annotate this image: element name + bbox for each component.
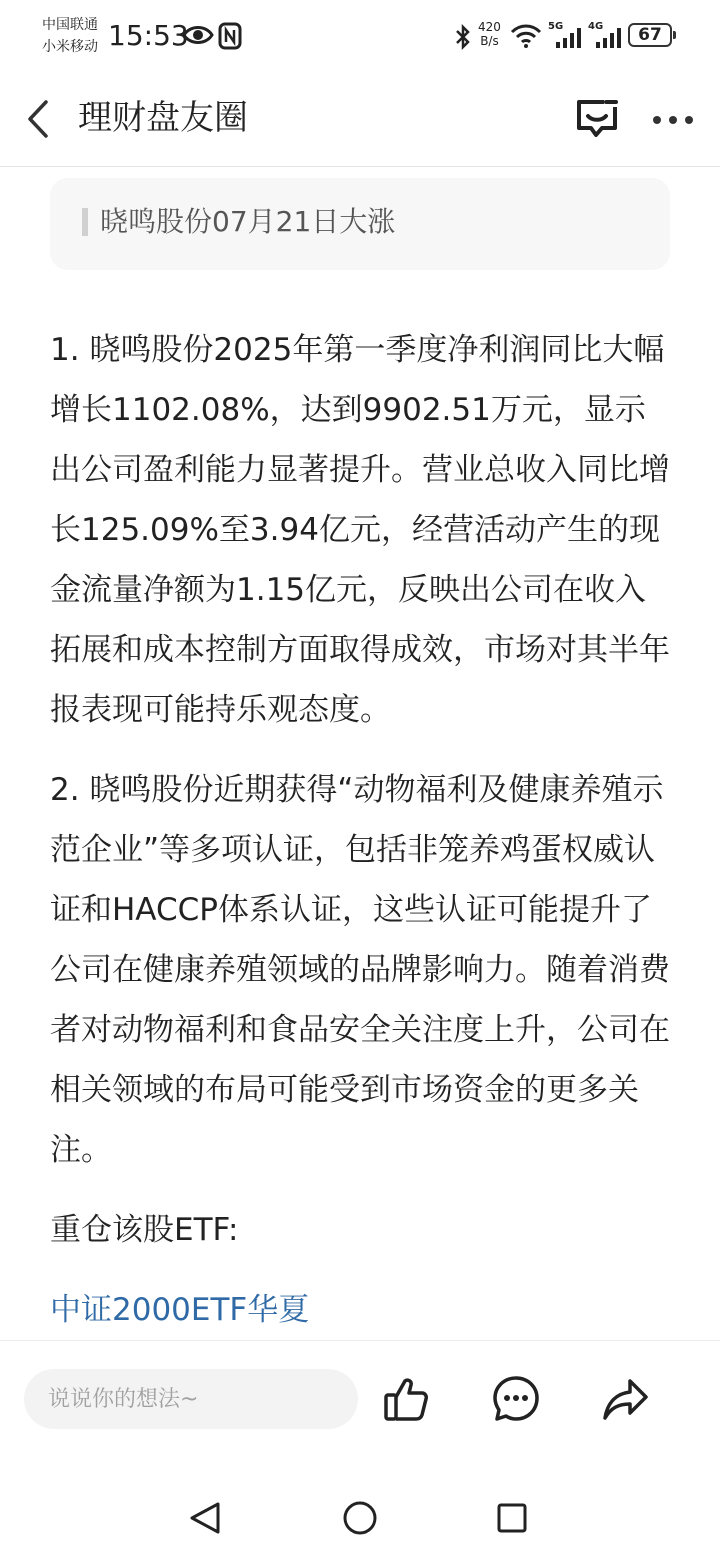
signal-icon bbox=[594, 28, 622, 48]
signal-1-label: 5G bbox=[548, 21, 564, 32]
page-title: 理财盘友圈 bbox=[78, 98, 248, 138]
nav-recents-icon[interactable] bbox=[492, 1498, 532, 1538]
signal-2-label: 4G bbox=[588, 21, 604, 32]
status-time: 15:53 bbox=[108, 19, 189, 52]
battery-icon: 67 bbox=[628, 23, 672, 47]
nav-back-icon[interactable] bbox=[186, 1498, 226, 1538]
article-paragraph-2: 2. 晓鸣股份近期获得“动物福利及健康养殖示范企业”等多项认证，包括非笼养鸡蛋权威认证和HACCP体系认证，这些认证可能提升了公司在健康养殖领域的品牌影响力。随着消费者对动物福利和食品安全关注度上升，公司在相关领域的布局可能受到市场资金的更多关注。 bbox=[50, 772, 670, 1168]
net-speed bbox=[478, 20, 501, 48]
net-speed-unit: B/s bbox=[480, 34, 499, 48]
status-bar bbox=[0, 0, 720, 72]
quote-bar bbox=[82, 208, 88, 236]
net-speed-value: 420 bbox=[478, 20, 501, 34]
nfc-icon bbox=[218, 22, 242, 50]
quote-text: 晓鸣股份07月21日大涨 bbox=[100, 205, 396, 238]
article-body bbox=[50, 320, 674, 1340]
wifi-icon bbox=[510, 24, 542, 48]
eye-icon bbox=[182, 22, 214, 48]
signal-1 bbox=[548, 22, 584, 48]
etf-label: 重仓该股ETF: bbox=[50, 1212, 239, 1248]
action-bar bbox=[0, 1340, 720, 1461]
system-nav-bar bbox=[0, 1480, 720, 1560]
quote-card[interactable] bbox=[50, 178, 670, 270]
share-icon[interactable] bbox=[600, 1373, 652, 1425]
carrier-2: 小米移动 bbox=[42, 39, 98, 55]
thumbs-up-icon[interactable] bbox=[380, 1373, 432, 1425]
back-icon[interactable] bbox=[20, 94, 60, 144]
comment-input[interactable] bbox=[24, 1369, 358, 1429]
article-paragraph-1: 1. 晓鸣股份2025年第一季度净利润同比大幅增长1102.08%，达到9902.51万元，显示出公司盈利能力显著提升。营业总收入同比增长125.09%至3.94亿元，经营活动产生的现金流量净额为1.15亿元，反映出公司在收入拓展和成本控制方面取得成效，市场对其半年报表现可能持乐观态度。 bbox=[50, 332, 670, 728]
carrier-1: 中国联通 bbox=[42, 17, 98, 33]
bluetooth-icon bbox=[454, 24, 472, 50]
comment-icon[interactable] bbox=[490, 1373, 542, 1425]
nav-home-icon[interactable] bbox=[340, 1498, 380, 1538]
more-icon[interactable] bbox=[650, 96, 696, 142]
etf-link[interactable]: 中证2000ETF华夏 bbox=[50, 1292, 310, 1328]
carrier-info bbox=[42, 14, 98, 58]
signal-icon bbox=[554, 28, 582, 48]
signal-2 bbox=[588, 22, 624, 48]
chat-icon[interactable] bbox=[574, 96, 620, 142]
app-header bbox=[0, 72, 720, 167]
